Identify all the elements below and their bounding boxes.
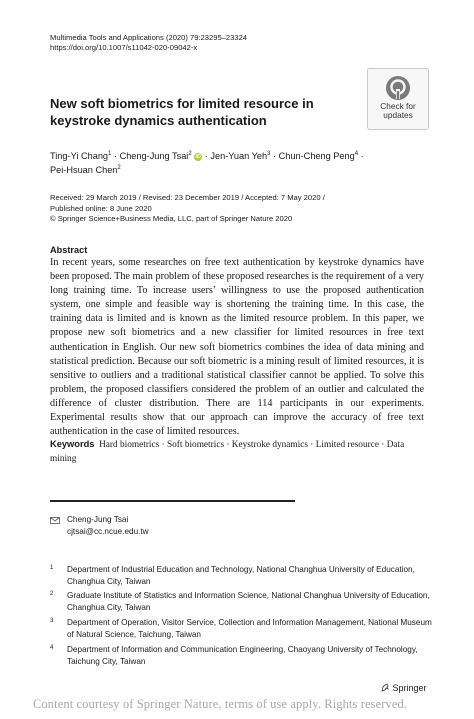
- copyright-notice: © Springer Science+Business Media, LLC, part of Springer Nature 2020: [50, 214, 293, 223]
- doi-link[interactable]: https://doi.org/10.1007/s11042-020-09042-x: [50, 43, 198, 52]
- author-list: Ting-Yi Chang$^1$ · Cheng-Jung Tsai$^2$ iD · Jen-Yuan Yeh$^3$ · Chun-Cheng Peng$^4$ · Pei-Hsuan Chen$^2$: [50, 150, 364, 175]
- author-affiliation-mark: 1: [108, 150, 112, 157]
- journal-header: [50, 33, 247, 53]
- affiliation-number: 1: [50, 565, 54, 571]
- paper-title: New soft biometrics for limited resource in keystroke dynamics authentication: [50, 96, 314, 128]
- author-affiliation-mark: 4: [354, 150, 359, 157]
- corresponding-author-email[interactable]: cjtsai@cc.ncue.edu.tw: [67, 527, 149, 536]
- author-name[interactable]: Pei-Hsuan Chen: [50, 165, 118, 175]
- author-name[interactable]: Cheng-Jung Tsai: [119, 151, 189, 161]
- keywords-text: Hard biometrics · Soft biometrics · Keystroke dynamics · Limited resource · Data mining: [50, 440, 405, 464]
- springer-logo: [381, 683, 427, 693]
- author-affiliation-mark: 2: [117, 164, 121, 171]
- divider: [50, 500, 295, 502]
- affiliation-text: Department of Industrial Education and Technology, National Changhua University of Education, Changhua City, Taiwan: [67, 565, 415, 586]
- dates-line: Received: 29 March 2019 / Revised: 23 December 2019 / Accepted: 7 May 2020 /: [50, 193, 325, 202]
- springer-horse-icon: [381, 683, 390, 692]
- affiliation-number: 4: [50, 645, 54, 651]
- corresponding-author-name: Cheng-Jung Tsai: [67, 515, 129, 524]
- courtesy-footer[interactable]: Content courtesy of Springer Nature, terms of use apply. Rights reserved.: [33, 697, 408, 711]
- check-for-updates-badge[interactable]: [367, 68, 429, 130]
- keywords: [50, 437, 424, 466]
- affiliation-number: 3: [50, 618, 54, 624]
- author-name[interactable]: Chun-Cheng Peng: [278, 151, 355, 161]
- affiliation-text: Graduate Institute of Statistics and Information Science, National Changhua University of Education, Changhua City, Taiwan: [67, 591, 430, 612]
- keywords-label: Keywords: [50, 439, 95, 449]
- affiliation-text: Department of Operation, Visitor Service, Collection and Information Management, National Museum of Natural Science, Taichung, Taiwan: [67, 618, 432, 639]
- author-affiliation-mark: 2: [188, 150, 192, 157]
- author-name[interactable]: Ting-Yi Chang: [50, 151, 109, 161]
- author-affiliation-mark: 3: [267, 150, 271, 157]
- affiliation-text: Department of Information and Communication Engineering, Chaoyang University of Technology, Taichung City, Taiwan: [67, 645, 418, 666]
- envelope-icon: [50, 517, 60, 524]
- affiliation-number: 2: [50, 591, 54, 597]
- abstract-heading: Abstract: [50, 245, 88, 255]
- journal-citation: Multimedia Tools and Applications (2020) 79:23295–23324: [50, 33, 248, 42]
- corresponding-author: [67, 514, 149, 538]
- springer-label: Springer: [392, 683, 427, 693]
- check-updates-line1: Check for: [380, 101, 416, 111]
- author-name[interactable]: Jen-Yuan Yeh: [210, 151, 268, 161]
- check-updates-icon: [385, 75, 411, 101]
- check-updates-line2: updates: [383, 110, 413, 120]
- published-online: Published online: 8 June 2020: [50, 203, 152, 213]
- publication-dates: [50, 193, 430, 225]
- abstract-body: In recent years, some researches on free text authentication by keystroke dynamics have been proposed. The main problem of these proposed researches is the requirement of a very long training time. To increase users’ willingness to use the proposed authentication system, one simple and feasible way is shortening the training time. In this case, the training data is limited and is known as the limited resource problem. In this paper, we propose new soft biometrics and a new classifier for limited resources in free text authentication in English. Our new soft biometrics combines the idea of data mining and statistical prediction. Because our soft biometric is a mining result of limited resources, it is sensitive to outliers and a traditional statistical classifier cannot be applied. To solve this problem, the proposed classifiers considered the problem of an outlier and calculated the difference of cluster distribution. There are 114 participants in our experiments. Experimental results show that our approach can improve the accuracy of free text authentication in the case of limited resources.: [50, 257, 424, 438]
- orcid-icon[interactable]: iD: [195, 153, 201, 160]
